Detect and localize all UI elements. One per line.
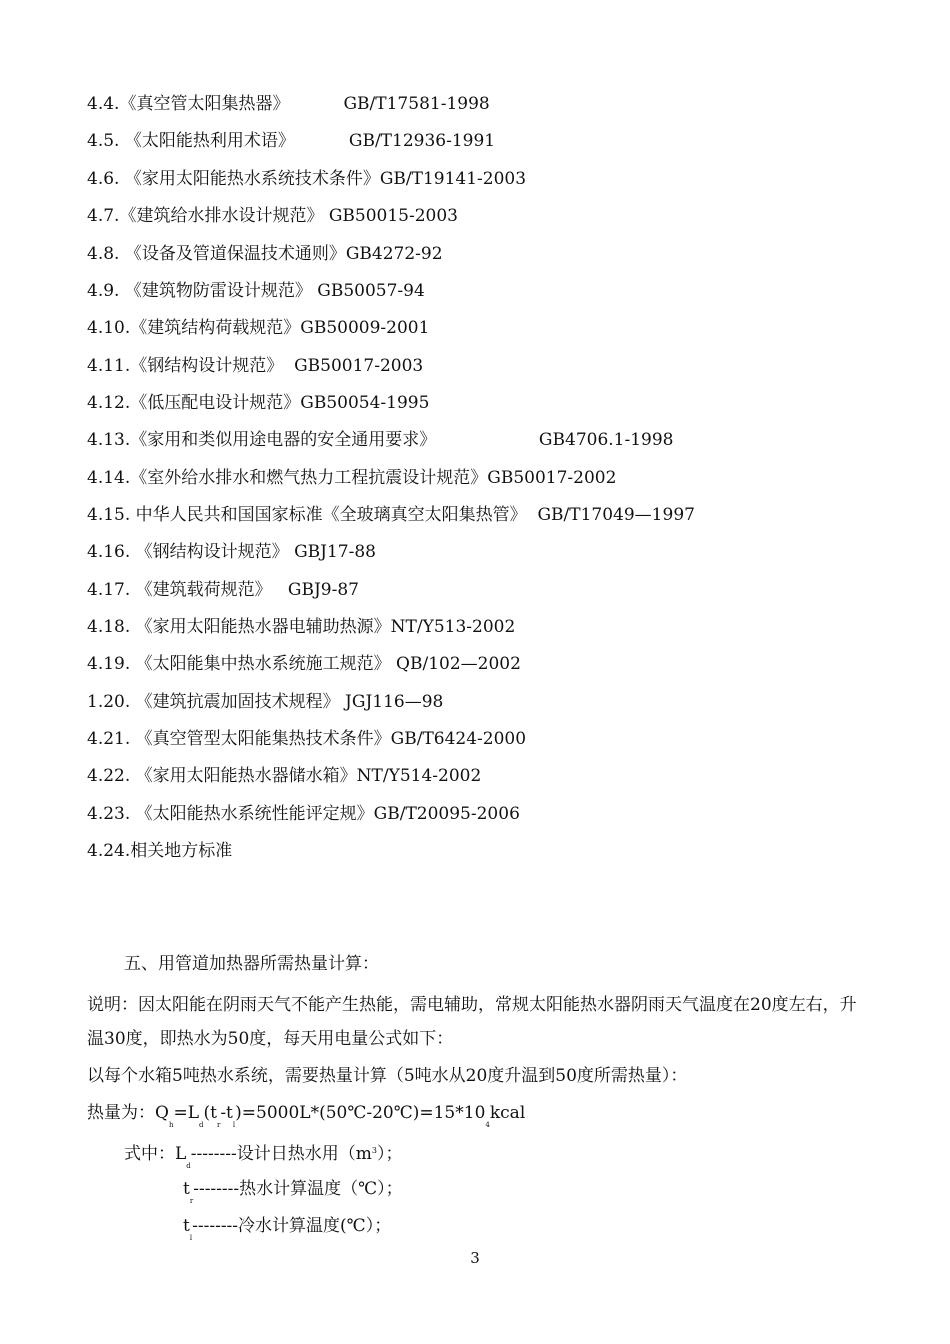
- def-text: --------设计日热水用（m: [190, 1144, 372, 1164]
- formula-sub-h: h: [168, 1121, 174, 1129]
- standard-item: 1.20. 《建筑抗震加固技术规程》 JGJ116—98: [87, 692, 444, 712]
- standard-item: 4.23. 《太阳能热水系统性能评定规》GB/T20095-2006: [87, 804, 520, 824]
- standard-item: 4.7.《建筑给水排水设计规范》 GB50015-2003: [87, 206, 459, 226]
- standard-item: 4.14.《室外给水排水和燃气热力工程抗震设计规范》GB50017-2002: [87, 468, 617, 488]
- standard-item: 4.5. 《太阳能热利用术语》 GB/T12936-1991: [87, 131, 496, 151]
- standard-item: 4.16. 《钢结构设计规范》 GBJ17-88: [87, 542, 376, 562]
- formula-minus: -t: [220, 1103, 233, 1123]
- formula-rest: )=5000L*(50℃-20℃)=15*10: [235, 1103, 486, 1123]
- standard-item: 4.9. 《建筑物防雷设计规范》 GB50057-94: [87, 281, 425, 301]
- standard-item: 4.4.《真空管太阳集热器》 GB/T17581-1998: [87, 94, 490, 114]
- page-number: 3: [470, 1249, 480, 1267]
- def-sup: 3: [371, 1146, 377, 1155]
- def-text: --------冷水计算温度(℃）；: [192, 1216, 392, 1236]
- system-description: 以每个水箱5吨热水系统，需要热量计算（5吨水从20度升温到50度所需热量）：: [87, 1066, 688, 1086]
- formula-eq: =L: [173, 1103, 199, 1123]
- def-sub: d: [186, 1162, 191, 1170]
- def-tail: ）；: [376, 1144, 403, 1164]
- definition-line: [183, 1177, 403, 1213]
- def-symbol: t: [183, 1216, 190, 1236]
- where-line: [124, 1139, 402, 1178]
- def-symbol: L: [175, 1144, 187, 1164]
- standard-item: 4.22. 《家用太阳能热水器储水箱》NT/Y514-2002: [87, 766, 482, 786]
- standard-item: 4.17. 《建筑载荷规范》 GBJ9-87: [87, 580, 359, 600]
- standard-item: 4.15. 中华人民共和国国家标准《全玻璃真空太阳集热管》 GB/T17049—1997: [87, 505, 695, 525]
- def-symbol: t: [183, 1179, 190, 1199]
- standard-item: 4.18. 《家用太阳能热水器电辅助热源》NT/Y513-2002: [87, 617, 516, 637]
- formula-sub-d: d: [199, 1121, 204, 1129]
- def-sub: r: [189, 1197, 194, 1205]
- where-label: 式中：: [124, 1144, 175, 1164]
- def-sub: l: [189, 1234, 193, 1242]
- standard-item: 4.24.相关地方标准: [87, 841, 233, 861]
- standard-item: 4.19. 《太阳能集中热水系统施工规范》 QB/102—2002: [87, 654, 521, 674]
- formula-exponent: 4: [485, 1121, 490, 1129]
- standard-item: 4.13.《家用和类似用途电器的安全通用要求》 GB4706.1-1998: [87, 430, 674, 450]
- standard-item: 4.11.《钢结构设计规范》 GB50017-2003: [87, 356, 424, 376]
- explanation-paragraph: 说明：因太阳能在阴雨天气不能产生热能，需电辅助，常规太阳能热水器阴雨天气温度在20度左右，升温30度，即热水为50度，每天用电量公式如下：: [87, 995, 857, 1049]
- formula-sub-l: l: [232, 1121, 236, 1129]
- formula-prefix: 热量为：Q: [87, 1103, 169, 1123]
- formula-unit: kcal: [489, 1103, 526, 1123]
- heat-formula: [87, 1101, 525, 1137]
- def-text: --------热水计算温度（℃）；: [193, 1179, 403, 1199]
- formula-sub-r: r: [216, 1121, 221, 1129]
- formula-paren: (t: [203, 1103, 217, 1123]
- standard-item: 4.10.《建筑结构荷载规范》GB50009-2001: [87, 318, 430, 338]
- standard-item: 4.8. 《设备及管道保温技术通则》GB4272-92: [87, 244, 443, 264]
- section-heading: 五、用管道加热器所需热量计算：: [124, 954, 379, 974]
- definition-line: [183, 1214, 391, 1250]
- standard-item: 4.21. 《真空管型太阳能集热技术条件》GB/T6424-2000: [87, 729, 527, 749]
- standard-item: 4.6. 《家用太阳能热水系统技术条件》GB/T19141-2003: [87, 169, 527, 189]
- standard-item: 4.12.《低压配电设计规范》GB50054-1995: [87, 393, 430, 413]
